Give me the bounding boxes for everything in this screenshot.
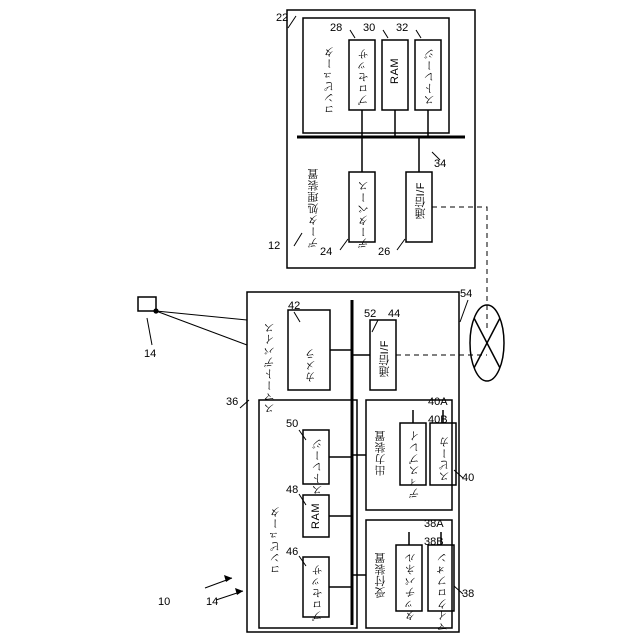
- sd-storage-label: ストレージ: [312, 438, 324, 496]
- touchpanel-label: タッチパネル: [405, 552, 417, 621]
- output-unit-label: 出力装置: [375, 430, 387, 476]
- ref-48: 48: [286, 484, 299, 496]
- ref-22: 22: [276, 12, 289, 24]
- ref-40B: 40B: [428, 414, 448, 426]
- ref-24: 24: [320, 246, 333, 258]
- camera-label: カメラ: [305, 348, 317, 383]
- ref-38A: 38A: [424, 518, 444, 530]
- dpu-commif-label: 通信I/F: [415, 182, 427, 220]
- sd-computer-label: コンピュータ: [270, 506, 282, 575]
- ref-42: 42: [288, 300, 301, 312]
- ref-38: 38: [462, 588, 475, 600]
- ref-32: 32: [396, 22, 409, 34]
- speaker-label: スピーカ: [439, 436, 451, 482]
- sd-ram-label: RAM: [310, 503, 322, 529]
- ref-40A: 40A: [428, 396, 448, 408]
- ref-34: 34: [434, 158, 447, 170]
- ref-14-device: 14: [206, 596, 219, 608]
- ref-54: 54: [460, 288, 473, 300]
- ref-44: 44: [388, 308, 401, 320]
- ref-10: 10: [158, 596, 171, 608]
- ref-36: 36: [226, 396, 239, 408]
- dpu-storage-label: ストレージ: [424, 48, 436, 106]
- ref-30: 30: [363, 22, 376, 34]
- dpu-computer-label: コンピュータ: [324, 46, 336, 115]
- dpu-processor-label: プロセッサ: [358, 48, 370, 106]
- sd-processor-label: プロセッサ: [312, 564, 324, 622]
- smart-device-label: スマートデバイス: [264, 322, 276, 414]
- ref-28: 28: [330, 22, 343, 34]
- ref-50: 50: [286, 418, 299, 430]
- database-label: データベース: [358, 180, 370, 249]
- ref-52: 52: [364, 308, 377, 320]
- ref-46: 46: [286, 546, 299, 558]
- microphone-label: マイクロフォン: [437, 552, 449, 633]
- data-processing-unit-label: データ処理装置: [308, 168, 320, 249]
- ref-14-object: 14: [144, 348, 157, 360]
- ref-38B: 38B: [424, 536, 444, 548]
- display-label: ディスプレイ: [409, 430, 421, 499]
- ref-26: 26: [378, 246, 391, 258]
- dpu-ram-label: RAM: [389, 58, 401, 84]
- sd-commif-label: 通信I/F: [379, 340, 391, 378]
- ref-40: 40: [462, 472, 475, 484]
- ref-12: 12: [268, 240, 281, 252]
- input-unit-label: 受付装置: [375, 552, 387, 598]
